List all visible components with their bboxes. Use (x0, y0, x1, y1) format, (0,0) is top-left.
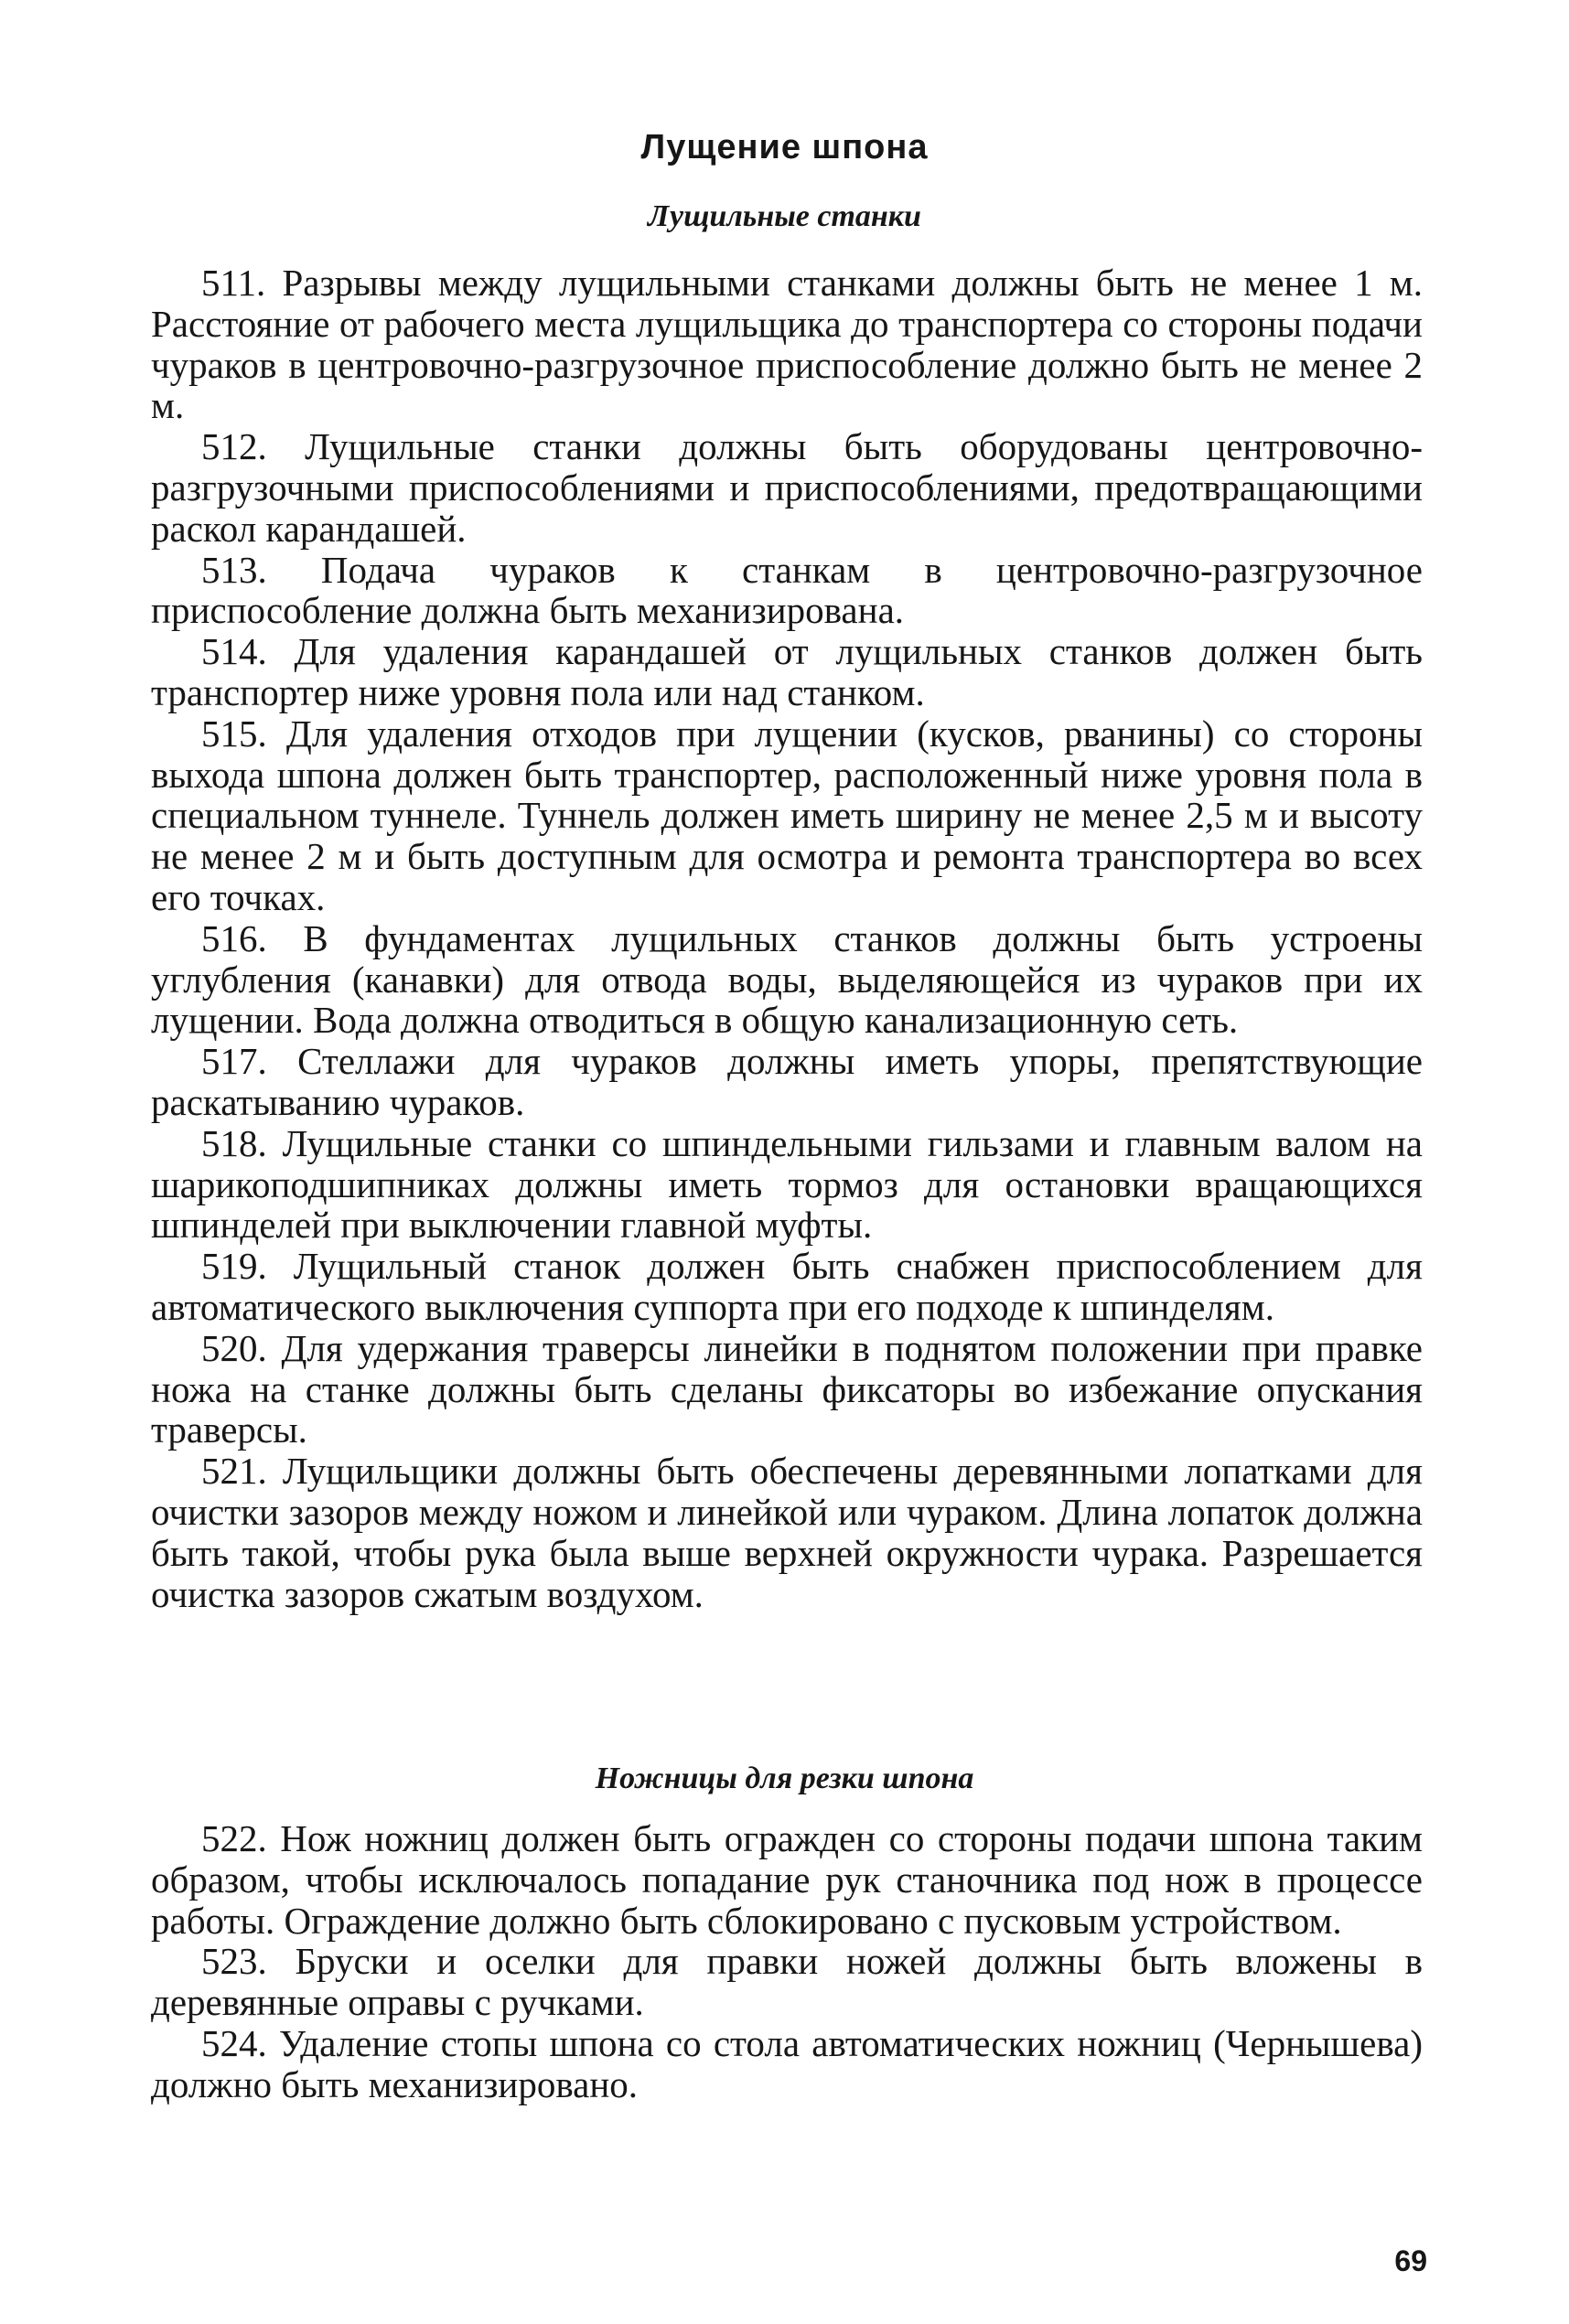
section-heading: Лущение шпона (640, 128, 929, 166)
paragraph-521: 521. Лущильщики должны быть обеспечены деревянными лопатками для очистки зазоров между ножом и линейкой или чураком. Длина лопаток должна быть такой, чтобы рука была выше верхней окружности чурака. Разрешается очистка зазоров сжатым воздухом. (151, 1450, 1423, 1615)
paragraph-519: 519. Лущильный станок должен быть снабжен приспособлением для автоматического выключения суппорта при его подходе к шпинделям. (151, 1245, 1423, 1328)
paragraph-513: 513. Подача чураков к станкам в центровочно-разгрузочное приспособление должна быть механизирована. (151, 548, 1423, 632)
section-body-peeling-machines (151, 262, 1423, 1614)
paragraph-515: 515. Для удаления отходов при лущении (кусков, рванины) со стороны выхода шпона должен быть транспортер, расположенный ниже уровня пола в специальном туннеле. Туннель должен иметь ширину не менее 2,5 м и высоту не менее 2 м и быть доступным для осмотра и ремонта транспортера во всех его точках. (151, 712, 1423, 918)
paragraph-520: 520. Для удержания траверсы линейки в поднятом положении при правке ножа на станке должны быть сделаны фиксаторы во избежание опускания траверсы. (151, 1326, 1423, 1451)
subsection-title-veneer-shears: Ножницы для резки шпона (595, 1762, 974, 1795)
paragraph-514: 514. Для удаления карандашей от лущильных станков должен быть транспортер ниже уровня пола или над станком. (151, 630, 1423, 713)
paragraph-511: 511. Разрывы между лущильными станками должны быть не менее 1 м. Расстояние от рабочего места лущильщика до транспортера со стороны подачи чураков в центровочно-разгрузочное приспособление должно быть не менее 2 м. (151, 262, 1423, 427)
paragraph-522: 522. Нож ножниц должен быть огражден со стороны подачи шпона таким образом, чтобы исключалось попадание рук станочника под нож в процессе работы. Ограждение должно быть сблокировано с пусковым устройством. (151, 1817, 1423, 1942)
section-body-veneer-shears (151, 1818, 1423, 2105)
page-number: 69 (1394, 2244, 1427, 2277)
paragraph-523: 523. Бруски и оселки для правки ножей должны быть вложены в деревянные оправы с ручками. (151, 1940, 1423, 2024)
paragraph-517: 517. Стеллажи для чураков должны иметь упоры, препятствующие раскатыванию чураков. (151, 1040, 1423, 1123)
paragraph-516: 516. В фундаментах лущильных станков должны быть устроены углубления (канавки) для отвода воды, выделяющейся из чураков при их лущении. Вода должна отводиться в общую канализационную сеть. (151, 916, 1423, 1042)
paragraph-518: 518. Лущильные станки со шпиндельными гильзами и главным валом на шарикоподшипниках должны иметь тормоз для остановки вращающихся шпинделей при выключении главной муфты. (151, 1121, 1423, 1247)
subsection-title-peeling-machines: Лущильные станки (648, 199, 921, 233)
paragraph-524: 524. Удаление стопы шпона со стола автоматических ножниц (Чернышева) должно быть механизировано. (151, 2021, 1423, 2105)
paragraph-512: 512. Лущильные станки должны быть оборудованы центровочно-разгрузочными приспособлениями и приспособлениями, предотвращающими раскол карандашей. (151, 425, 1423, 550)
